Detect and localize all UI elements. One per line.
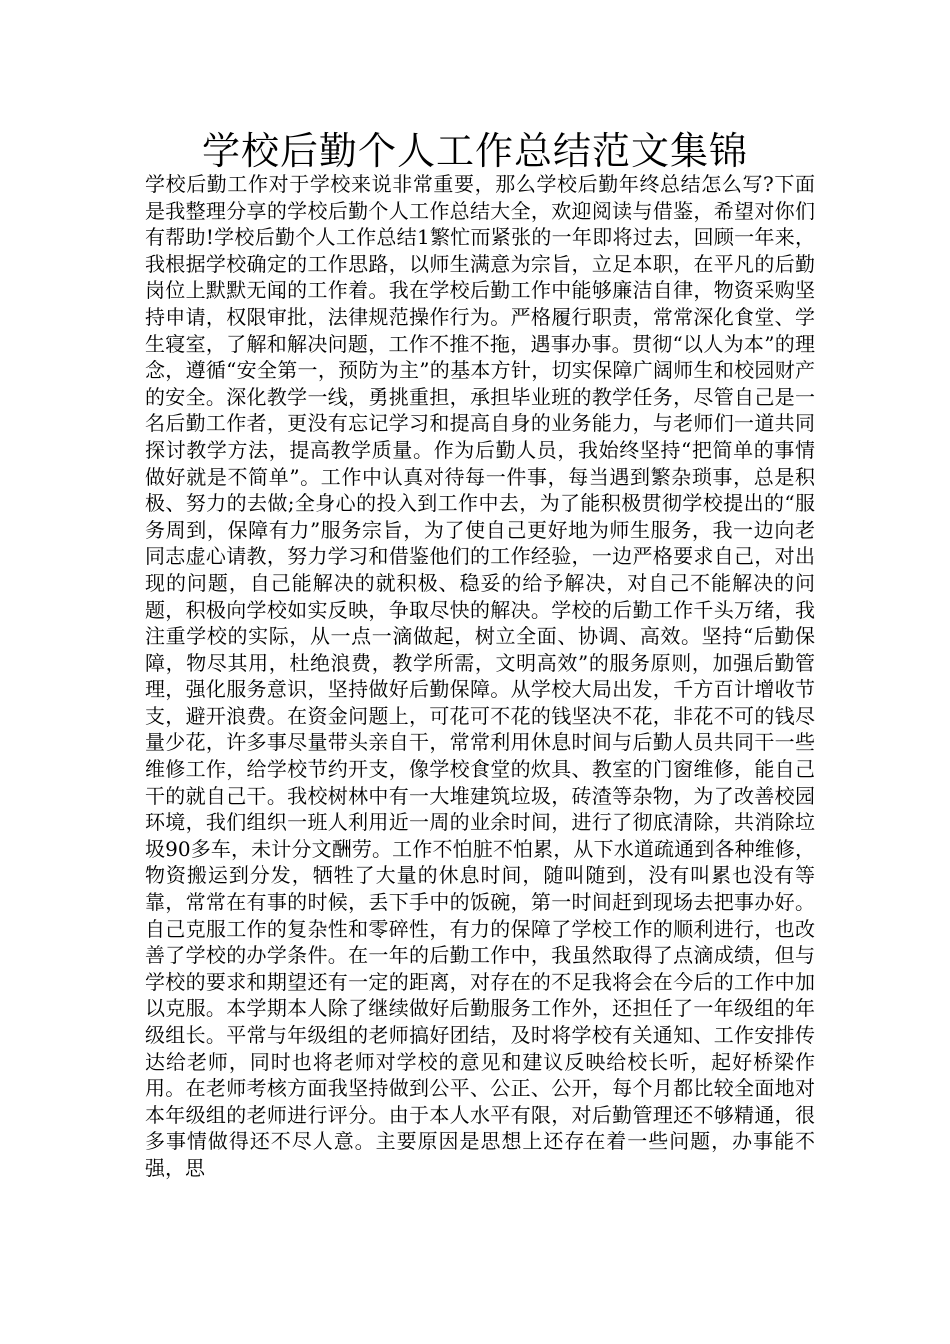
document-body-text: 学校后勤工作对于学校来说非常重要，那么学校后勤年终总结怎么写?下面是我整理分享的学校后勤个人工作总结大全，欢迎阅读与借鉴，希望对你们有帮助!学校后勤个人工作总结1繁忙而紧张的一年即将过去，回顾一年来，我根据学校确定的工作思路，以师生满意为宗旨，立足本职，在平凡的后勤岗位上默默无闻的工作着。我在学校后勤工作中能够廉洁自律，物资采购坚持申请，权限审批，法律规范操作行为。严格履行职责，常常深化食堂、学生寝室，了解和解决问题，工作不推不拖，遇事办事。贯彻“以人为本”的理念，遵循“安全第一，预防为主”的基本方针，切实保障广阔师生和校园财产的安全。深化教学一线，勇挑重担，承担毕业班的教学任务，尽管自己是一名后勤工作者，更没有忘记学习和提高自身的业务能力，与老师们一道共同探讨教学方法，提高教学质量。作为后勤人员，我始终坚持“把简单的事情做好就是不简单”。工作中认真对待每一件事，每当遇到繁杂琐事，总是积极、努力的去做;全身心的投入到工作中去，为了能积极贯彻学校提出的“服务周到，保障有力”服务宗旨，为了使自己更好地为师生服务，我一边向老同志虚心请教，努力学习和借鉴他们的工作经验，一边严格要求自己，对出现的问题，自己能解决的就积极、稳妥的给予解决，对自己不能解决的问题，积极向学校如实反映，争取尽快的解决。学校的后勤工作千头万绪，我注重学校的实际，从一点一滴做起，树立全面、协调、高效。坚持“后勤保障，物尽其用，杜绝浪费，教学所需，文明高效”的服务原则，加强后勤管理，强化服务意识，坚持做好后勤保障。从学校大局出发，千方百计增收节支，避开浪费。在资金问题上，可花可不花的钱坚决不花，非花不可的钱尽量少花，许多事尽量带头亲自干，常常利用休息时间与后勤人员共同干一些维修工作，给学校节约开支，像学校食堂的炊具、教室的门窗维修，能自己干的就自己干。我校树林中有一大堆建筑垃圾，砖渣等杂物，为了改善校园环境，我们组织一班人利用近一周的业余时间，进行了彻底清除，共消除垃圾90多车，未计分文酬劳。工作不怕脏不怕累，从下水道疏通到各种维修，物资搬运到分发，牺牲了大量的休息时间，随叫随到，没有叫累也没有等靠，常常在有事的时候，丢下手中的饭碗，第一时间赶到现场去把事办好。自己克服工作的复杂性和零碎性，有力的保障了学校工作的顺利进行，也改善了学校的办学条件。在一年的后勤工作中，我虽然取得了点滴成绩，但与学校的要求和期望还有一定的距离，对存在的不足我将会在今后的工作中加以克服。本学期本人除了继续做好后勤服务工作外，还担任了一年级组的年级组长。平常与年级组的老师搞好团结，及时将学校有关通知、工作安排传达给老师，同时也将老师对学校的意见和建议反映给校长听，起好桥梁作用。在老师考核方面我坚持做到公平、公正、公开，每个月都比较全面地对本年级组的老师进行评分。由于本人水平有限，对后勤管理还不够精通，很多事情做得还不尽人意。主要原因是思想上还存在着一些问题，办事能不强，思	[145, 172, 815, 1180]
document-title: 学校后勤个人工作总结范文集锦	[201, 129, 748, 173]
